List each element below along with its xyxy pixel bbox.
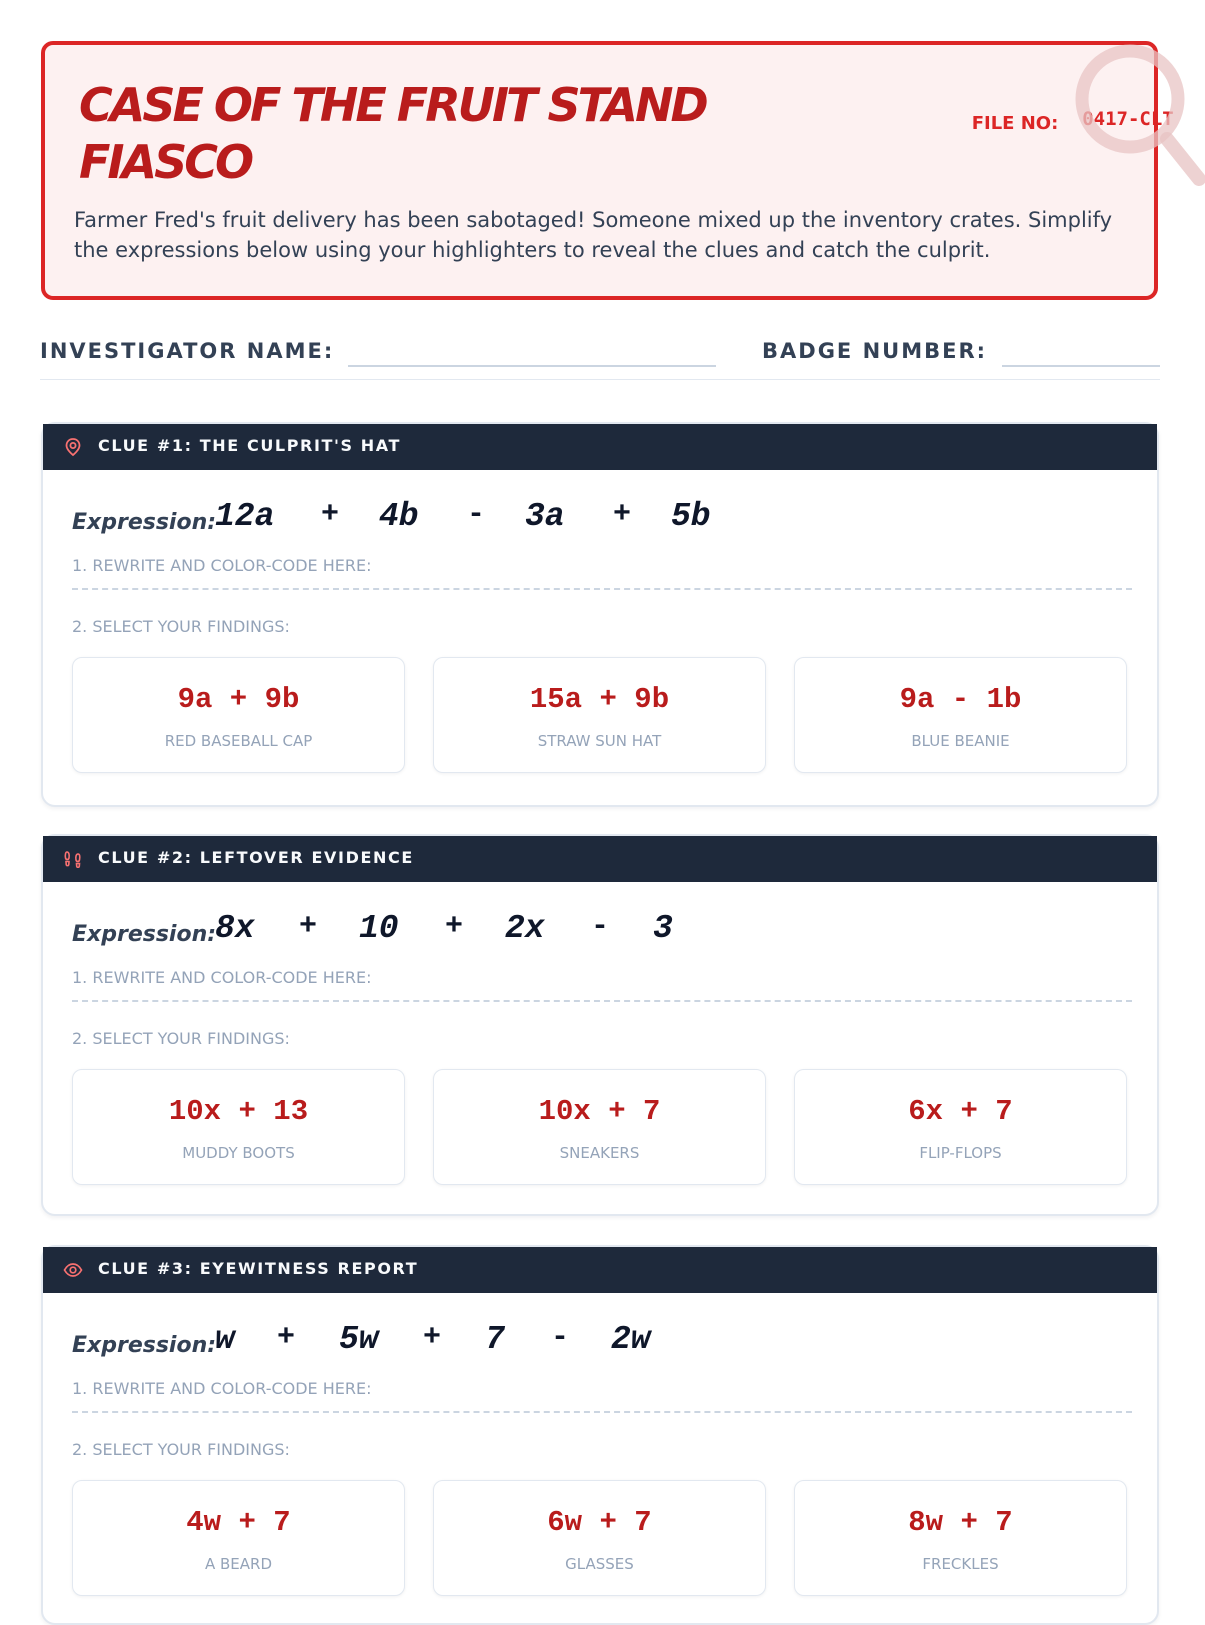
option-label: BLUE BEANIE [911, 732, 1010, 750]
option-expression: 10x + 13 [168, 1095, 309, 1128]
option-expression: 9a - 1b [899, 683, 1022, 716]
investigator-name-field[interactable] [348, 365, 716, 367]
location-pin-icon [63, 437, 83, 457]
expression-term: 3a [525, 498, 565, 535]
option-label: FLIP-FLOPS [919, 1144, 1002, 1162]
investigator-name-label: INVESTIGATOR NAME: [40, 339, 335, 363]
option-label: MUDDY BOOTS [182, 1144, 295, 1162]
finding-option[interactable] [72, 1069, 405, 1185]
option-label: STRAW SUN HAT [537, 732, 662, 750]
option-expression: 8w + 7 [908, 1506, 1013, 1539]
rewrite-line[interactable] [72, 588, 1132, 590]
expression-operator: + [321, 498, 340, 532]
eye-icon [63, 1260, 83, 1280]
expression-term: 3 [653, 910, 673, 947]
expression-operator: - [551, 1321, 570, 1355]
expression-operator: + [445, 910, 464, 944]
finding-option[interactable] [794, 657, 1127, 773]
clue-header [43, 1247, 1157, 1293]
file-number-value: 0417-CLT [1082, 108, 1174, 130]
expression-term: 12a [215, 498, 275, 535]
option-expression: 6x + 7 [908, 1095, 1013, 1128]
badge-number-field[interactable] [1002, 365, 1160, 367]
clue-header [43, 836, 1157, 882]
clue-title: CLUE #2: LEFTOVER EVIDENCE [98, 848, 414, 867]
expression-operator: + [299, 910, 318, 944]
option-label: GLASSES [565, 1555, 634, 1573]
footprints-icon [63, 849, 83, 869]
option-label: SNEAKERS [559, 1144, 640, 1162]
case-file-header [41, 41, 1174, 300]
expression-operator: + [277, 1321, 296, 1355]
option-expression: 10x + 7 [538, 1095, 661, 1128]
option-expression: 4w + 7 [186, 1506, 291, 1539]
clue-title: CLUE #1: THE CULPRIT'S HAT [98, 436, 402, 455]
finding-option[interactable] [72, 1480, 405, 1596]
badge-number-label: BADGE NUMBER: [762, 339, 988, 363]
clue-card-2 [41, 834, 1159, 1216]
expression-term: w [215, 1321, 235, 1358]
expression-term: 7 [485, 1321, 505, 1358]
rewrite-step-label: 1. REWRITE AND COLOR-CODE HERE: [72, 556, 372, 575]
option-expression: 15a + 9b [529, 683, 670, 716]
expression-term: 2w [611, 1321, 651, 1358]
clue-card-1 [41, 422, 1159, 807]
file-number-label: FILE NO: [971, 113, 1059, 134]
rewrite-line[interactable] [72, 1000, 1132, 1002]
expression-term: 5w [339, 1321, 379, 1358]
option-label: A BEARD [204, 1555, 273, 1573]
expression-term: 4b [379, 498, 419, 535]
expression-label: Expression: [72, 510, 217, 535]
option-expression: 9a + 9b [177, 683, 300, 716]
investigator-fields [40, 330, 1160, 380]
clue-card-3 [41, 1245, 1159, 1625]
finding-option[interactable] [72, 657, 405, 773]
finding-option[interactable] [794, 1069, 1127, 1185]
findings-step-label: 2. SELECT YOUR FINDINGS: [72, 617, 290, 636]
expression-label: Expression: [72, 1333, 217, 1358]
option-label: FRECKLES [922, 1555, 999, 1573]
finding-option[interactable] [433, 1069, 766, 1185]
findings-step-label: 2. SELECT YOUR FINDINGS: [72, 1029, 290, 1048]
rewrite-line[interactable] [72, 1411, 1132, 1413]
expression-term: 8x [215, 910, 255, 947]
rewrite-step-label: 1. REWRITE AND COLOR-CODE HERE: [72, 968, 372, 987]
clue-header [43, 424, 1157, 470]
rewrite-step-label: 1. REWRITE AND COLOR-CODE HERE: [72, 1379, 372, 1398]
finding-option[interactable] [433, 657, 766, 773]
option-expression: 6w + 7 [547, 1506, 652, 1539]
finding-option[interactable] [433, 1480, 766, 1596]
expression-term: 5b [671, 498, 711, 535]
expression-operator: - [591, 910, 610, 944]
findings-step-label: 2. SELECT YOUR FINDINGS: [72, 1440, 290, 1459]
expression-label: Expression: [72, 922, 217, 947]
magnifier-icon [1075, 39, 1205, 189]
expression-operator: - [467, 498, 486, 532]
case-title: CASE OF THE FRUIT STAND FIASCO [79, 78, 706, 189]
finding-option[interactable] [794, 1480, 1127, 1596]
option-label: RED BASEBALL CAP [164, 732, 313, 750]
case-intro: Farmer Fred's fruit delivery has been sabotaged! Someone mixed up the inventory crates. Simplify the expressions below using your highlighters to reveal the clues and catch the culprit. [74, 208, 1113, 262]
clue-title: CLUE #3: EYEWITNESS REPORT [98, 1259, 419, 1278]
expression-term: 10 [359, 910, 399, 947]
expression-operator: + [613, 498, 632, 532]
expression-term: 2x [505, 910, 545, 947]
expression-operator: + [423, 1321, 442, 1355]
